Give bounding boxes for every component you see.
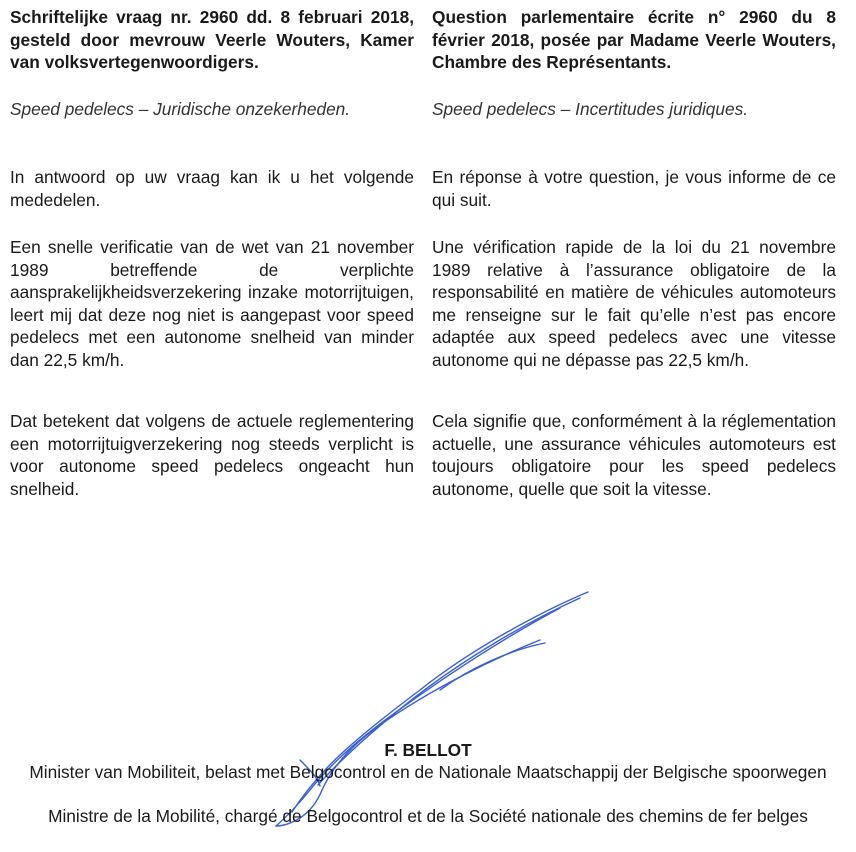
answer-paragraph-1-fr: Une vérification rapide de la loi du 21 novembre 1989 relative à l’assurance obligatoire de la responsabilité en matière de véhicules automoteurs me renseigne sur le fait qu’elle n’est pas encore adaptée aux speed pedelecs avec une vitesse autonome qui ne dépasse pas 22,5 km/h. [432,237,836,370]
answer-paragraph-1-nl: Een snelle verificatie van de wet van 21 november 1989 betreffende de verplichte aansprakelijkheidsverzekering inzake motorrijtuigen, leert mij dat deze nog niet is aangepast voor speed pedelecs met een autonome snelheid van minder dan 22,5 km/h. [10,237,414,370]
question-title-fr: Question parlementaire écrite n° 2960 du 8 février 2018, posée par Madame Veerle Wouters, Chambre des Représentants. [432,7,836,73]
french-column [432,6,836,500]
answer-intro-fr: En réponse à votre question, je vous informe de ce qui suit. [432,167,836,210]
signatory-title-nl: Minister van Mobiliteit, belast met Belgocontrol en de Nationale Maatschappij der Belgische spoorwegen [29,762,827,782]
subject-fr: Speed pedelecs – Incertitudes juridiques. [432,99,749,119]
answer-intro-nl: In antwoord op uw vraag kan ik u het volgende mededelen. [10,167,414,210]
subject-nl: Speed pedelecs – Juridische onzekerheden. [10,99,351,119]
dutch-column [10,6,414,500]
question-title-nl: Schriftelijke vraag nr. 2960 dd. 8 februari 2018, gesteld door mevrouw Veerle Wouters, Kamer van volksvertegenwoordigers. [10,7,414,73]
answer-paragraph-2-fr: Cela signifie que, conformément à la réglementation actuelle, une assurance véhicules automoteurs est toujours obligatoire pour les speed pedelecs autonome, quelle que soit la vitesse. [432,411,836,499]
answer-paragraph-2-nl: Dat betekent dat volgens de actuele reglementering een motorrijtuigverzekering nog steeds verplicht is voor autonome speed pedelecs ongeacht hun snelheid. [10,411,414,499]
signatory-name: F. BELLOT [384,740,472,760]
signatory-title-fr: Ministre de la Mobilité, chargé de Belgocontrol et de la Société nationale des chemins de fer belges [48,806,808,826]
